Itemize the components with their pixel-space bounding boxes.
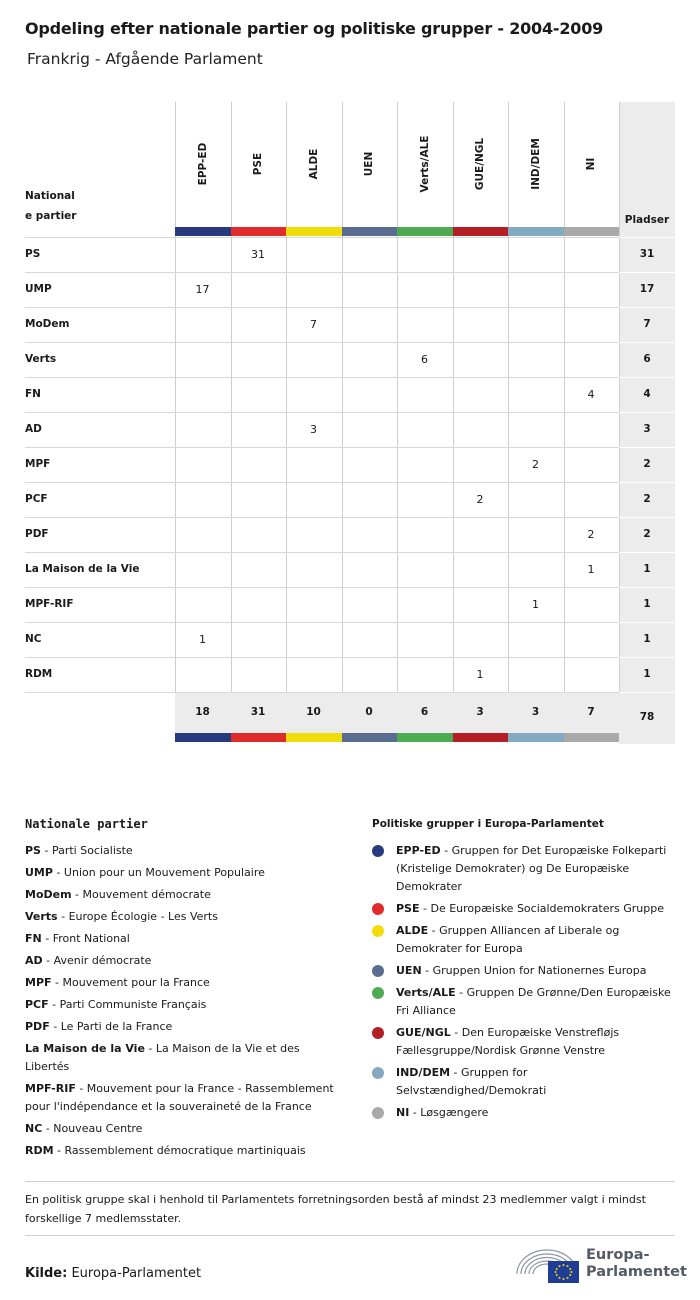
- party-abbreviation: Verts: [25, 910, 58, 923]
- table-cell: 1: [532, 598, 539, 611]
- row-divider: [25, 377, 619, 378]
- row-total: 4: [643, 388, 651, 400]
- grand-total: 78: [639, 711, 655, 723]
- group-color-bar-gue-ngl: [453, 227, 509, 236]
- column-header-ind-dem: [508, 102, 563, 227]
- party-legend-item: Verts - Europe Écologie - Les Verts: [25, 910, 218, 923]
- column-total: 7: [587, 706, 595, 718]
- row-label-la-maison-de-la-vie: La Maison de la Vie: [25, 563, 140, 575]
- table-cell: 4: [587, 388, 595, 401]
- source-line: [25, 1266, 201, 1281]
- group-legend-item: IND/DEM - Gruppen for Selvstændighed/Demokrati: [372, 1064, 677, 1100]
- group-legend-item: Verts/ALE - Gruppen De Grønne/Den Europæiske Fri Alliance: [372, 984, 677, 1020]
- column-total: 3: [531, 706, 540, 718]
- column-header-gue-ngl: [453, 102, 508, 227]
- column-header-epp-ed: [175, 102, 230, 227]
- column-header-label: ALDE: [307, 148, 320, 180]
- party-name: Europe Écologie - Les Verts: [68, 910, 218, 923]
- party-abbreviation: UMP: [25, 866, 53, 879]
- party-name: Nouveau Centre: [53, 1122, 143, 1135]
- row-divider: [25, 237, 619, 238]
- party-legend-item: MPF-RIF - Mouvement pour la France - Rassemblement pour l'indépendance et la souveraineté de la France: [25, 1082, 334, 1113]
- group-color-bar-ind-dem: [508, 227, 564, 236]
- row-label-modem: MoDem: [25, 318, 70, 330]
- party-legend-item: MPF - Mouvement pour la France: [25, 976, 210, 989]
- column-header-label: EPP-ED: [196, 142, 209, 186]
- group-color-bar-uen: [342, 227, 398, 236]
- party-abbreviation: NC: [25, 1122, 43, 1135]
- party-abbreviation: MPF: [25, 976, 52, 989]
- group-color-bar-epp-ed: [175, 227, 231, 236]
- group-color-bar-pse: [231, 733, 287, 742]
- row-label-mpf: MPF: [25, 458, 51, 470]
- row-label-ps: PS: [25, 248, 41, 260]
- party-name: Avenir démocrate: [53, 954, 152, 967]
- table-cell: 7: [310, 318, 317, 331]
- group-abbreviation: GUE/NGL: [396, 1026, 451, 1039]
- national-parties-header: National e partier: [25, 190, 77, 222]
- table-cell: 2: [587, 528, 595, 541]
- party-abbreviation: RDM: [25, 1144, 54, 1157]
- table-cell: 1: [476, 668, 484, 681]
- group-name: De Europæiske Socialdemokraters Gruppe: [430, 902, 664, 915]
- party-abbreviation: MPF-RIF: [25, 1082, 76, 1095]
- group-name: Løsgængere: [420, 1106, 489, 1119]
- page-subtitle: Frankrig - Afgående Parlament: [27, 50, 263, 68]
- national-parties-legend-title: Nationale partier: [25, 817, 148, 831]
- row-total: 2: [643, 528, 651, 540]
- group-color-bar-gue-ngl: [453, 733, 509, 742]
- row-divider: [25, 517, 619, 518]
- party-name: Parti Communiste Français: [59, 998, 207, 1011]
- row-total: 2: [643, 458, 651, 470]
- table-cell: 31: [251, 248, 265, 261]
- group-abbreviation: UEN: [396, 964, 422, 977]
- row-total: 6: [643, 353, 651, 365]
- party-legend-item: PS - Parti Socialiste: [25, 844, 133, 857]
- row-total: 2: [643, 493, 651, 505]
- party-abbreviation: PCF: [25, 998, 49, 1011]
- table-cell: 1: [199, 633, 206, 646]
- row-total: 1: [643, 633, 651, 645]
- row-divider-total: [619, 692, 675, 693]
- group-color-dot: [372, 1107, 384, 1119]
- party-name: Front National: [52, 932, 130, 945]
- row-total: 1: [643, 563, 651, 575]
- party-name: Parti Socialiste: [51, 844, 133, 857]
- group-color-bar-alde: [286, 227, 342, 236]
- row-label-mpf-rif: MPF-RIF: [25, 598, 74, 610]
- seats-header: Pladser: [624, 214, 670, 226]
- party-name: Union pour un Mouvement Populaire: [63, 866, 265, 879]
- group-legend-item: ALDE - Gruppen Alliancen af Liberale og Demokrater for Europa: [372, 922, 677, 958]
- row-divider: [25, 482, 619, 483]
- column-header-label: IND/DEM: [529, 138, 542, 190]
- column-total: 10: [306, 706, 321, 718]
- group-name: Gruppen Alliancen af Liberale og Demokrater for Europa: [396, 924, 620, 955]
- party-abbreviation: PDF: [25, 1020, 50, 1033]
- group-color-bar-alde: [286, 733, 342, 742]
- group-name: Gruppen for Det Europæiske Folkeparti (Kristelige Demokrater) og De Europæiske Demokrater: [396, 844, 667, 893]
- table-cell: 17: [195, 283, 210, 296]
- row-divider: [25, 272, 619, 273]
- group-color-dot: [372, 987, 384, 999]
- party-legend-item: NC - Nouveau Centre: [25, 1122, 143, 1135]
- group-color-bar-ni: [564, 733, 620, 742]
- footnote-divider-bottom: [25, 1235, 675, 1236]
- row-divider: [25, 657, 619, 658]
- group-name: Gruppen De Grønne/Den Europæiske Fri Alliance: [396, 986, 671, 1017]
- party-name: Le Parti de la France: [60, 1020, 173, 1033]
- column-header-label: UEN: [363, 151, 375, 177]
- row-divider: [25, 622, 619, 623]
- row-total: 17: [639, 283, 655, 295]
- group-color-bar-verts-ale: [397, 227, 453, 236]
- party-legend-item: La Maison de la Vie - La Maison de la Vie et des Libertés: [25, 1042, 300, 1073]
- group-color-bar-verts-ale: [397, 733, 453, 742]
- row-label-rdm: RDM: [25, 668, 53, 680]
- row-label-pdf: PDF: [25, 528, 49, 540]
- logo-wordmark: Europa- Parlamentet: [586, 1247, 687, 1280]
- party-abbreviation: La Maison de la Vie: [25, 1042, 145, 1055]
- row-total: 1: [643, 598, 651, 610]
- column-total: 31: [250, 706, 266, 718]
- table-cell: 2: [532, 458, 539, 471]
- party-abbreviation: MoDem: [25, 888, 72, 901]
- group-abbreviation: PSE: [396, 902, 420, 915]
- table-cell: 2: [476, 493, 484, 506]
- row-total: 31: [639, 248, 655, 260]
- column-total: 0: [365, 706, 373, 718]
- row-label-ad: AD: [25, 423, 42, 435]
- party-legend-item: RDM - Rassemblement démocratique martiniquais: [25, 1144, 306, 1157]
- group-color-dot: [372, 1067, 384, 1079]
- column-header-alde: [286, 102, 341, 227]
- row-label-pcf: PCF: [25, 493, 48, 505]
- party-legend-item: AD - Avenir démocrate: [25, 954, 152, 967]
- group-color-bar-ni: [564, 227, 620, 236]
- page-title: Opdeling efter nationale partier og politiske grupper - 2004-2009: [25, 19, 604, 38]
- group-legend-item: NI - Løsgængere: [372, 1104, 677, 1122]
- group-abbreviation: Verts/ALE: [396, 986, 456, 999]
- row-total: 1: [643, 668, 651, 680]
- group-abbreviation: ALDE: [396, 924, 429, 937]
- party-abbreviation: FN: [25, 932, 42, 945]
- party-legend-item: MoDem - Mouvement démocrate: [25, 888, 211, 901]
- column-header-pse: [231, 102, 286, 227]
- group-color-dot: [372, 845, 384, 857]
- european-parliament-logo-icon: [515, 1244, 687, 1284]
- party-abbreviation: AD: [25, 954, 43, 967]
- row-total: 3: [643, 423, 651, 435]
- footnote: En politisk gruppe skal i henhold til Parlamentets forretningsorden bestå af mindst 23 medlemmer valgt i mindst forskellige 7 medlemsstater.: [25, 1193, 646, 1225]
- party-legend-item: FN - Front National: [25, 932, 130, 945]
- table-cell: 1: [587, 563, 595, 576]
- group-color-bar-epp-ed: [175, 733, 231, 742]
- political-groups-legend: [372, 842, 677, 1126]
- group-abbreviation: IND/DEM: [396, 1066, 451, 1079]
- group-legend-item: PSE - De Europæiske Socialdemokraters Gruppe: [372, 900, 677, 918]
- group-name: Gruppen for Selvstændighed/Demokrati: [396, 1066, 547, 1097]
- group-color-bar-uen: [342, 733, 398, 742]
- group-color-dot: [372, 965, 384, 977]
- source-label: Kilde:: [25, 1266, 68, 1281]
- table-cell: 6: [421, 353, 428, 366]
- group-legend-item: GUE/NGL - Den Europæiske Venstrefløjs Fællesgruppe/Nordisk Grønne Venstre: [372, 1024, 677, 1060]
- source-value: Europa-Parlamentet: [71, 1266, 202, 1281]
- group-abbreviation: EPP-ED: [396, 844, 441, 857]
- row-label-ump: UMP: [25, 283, 52, 295]
- party-name: Mouvement démocrate: [82, 888, 211, 901]
- row-divider: [25, 342, 619, 343]
- row-label-nc: NC: [25, 633, 42, 645]
- column-total: 18: [195, 706, 210, 718]
- footnote-divider-top: [25, 1181, 675, 1182]
- column-header-label: Verts/ALE: [418, 135, 431, 193]
- column-total: 6: [420, 706, 429, 718]
- group-legend-item: UEN - Gruppen Union for Nationernes Europa: [372, 962, 677, 980]
- group-abbreviation: NI: [396, 1106, 410, 1119]
- party-name: La Maison de la Vie et des Libertés: [25, 1042, 300, 1073]
- column-header-label: PSE: [252, 152, 264, 176]
- party-legend-item: PDF - Le Parti de la France: [25, 1020, 173, 1033]
- party-abbreviation: PS: [25, 844, 41, 857]
- group-color-dot: [372, 1027, 384, 1039]
- group-name: Gruppen Union for Nationernes Europa: [432, 964, 647, 977]
- group-color-dot: [372, 903, 384, 915]
- party-name: Mouvement pour la France - Rassemblement pour l'indépendance et la souveraineté de la France: [25, 1082, 334, 1113]
- seat-distribution-table: [25, 102, 675, 744]
- column-header-ni: [564, 102, 619, 227]
- party-name: Rassemblement démocratique martiniquais: [64, 1144, 306, 1157]
- party-name: Mouvement pour la France: [62, 976, 210, 989]
- column-header-label: GUE/NGL: [474, 137, 486, 191]
- group-legend-item: EPP-ED - Gruppen for Det Europæiske Folkeparti (Kristelige Demokrater) og De Europæiske Demokrater: [372, 842, 677, 896]
- row-label-verts: Verts: [25, 353, 57, 365]
- column-total: 3: [476, 706, 484, 718]
- group-color-dot: [372, 925, 384, 937]
- column-header-uen: [342, 102, 397, 227]
- group-name: Den Europæiske Venstrefløjs Fællesgruppe/Nordisk Grønne Venstre: [396, 1026, 620, 1057]
- table-cell: 3: [310, 423, 317, 436]
- hemicycle-icon: [515, 1244, 581, 1284]
- column-header-label: NI: [585, 157, 597, 171]
- group-color-bar-pse: [231, 227, 287, 236]
- row-total: 7: [643, 318, 651, 330]
- row-label-fn: FN: [25, 388, 41, 400]
- column-header-verts-ale: [397, 102, 452, 227]
- party-legend-item: PCF - Parti Communiste Français: [25, 998, 207, 1011]
- political-groups-legend-title: Politiske grupper i Europa-Parlamentet: [372, 818, 604, 830]
- group-color-bar-ind-dem: [508, 733, 564, 742]
- national-parties-legend: [25, 842, 345, 1164]
- party-legend-item: UMP - Union pour un Mouvement Populaire: [25, 866, 265, 879]
